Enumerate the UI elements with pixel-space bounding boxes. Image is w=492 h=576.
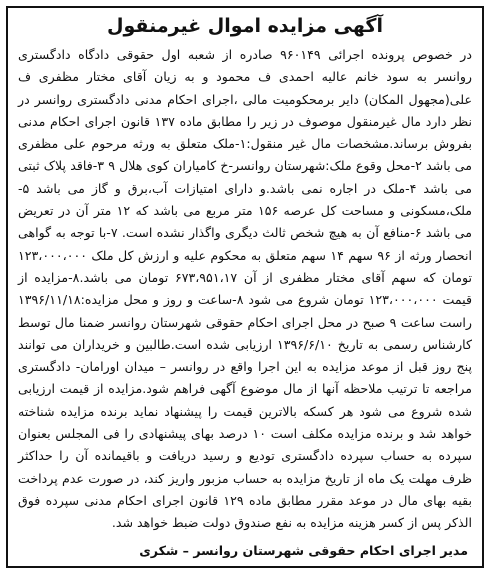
auction-notice bbox=[6, 6, 484, 568]
notice-signature: مدیر اجرای احکام حقوقی شهرستان روانسر – شکری bbox=[139, 543, 468, 558]
notice-title: آگهی مزایده اموال غیرمنقول bbox=[107, 15, 383, 37]
notice-body: در خصوص پرونده اجرائی ۹۶۰۱۴۹ صادره از شعبه اول حقوقی دادگاه دادگستری روانسر به سود خانم عالیه احمدی ف محمود و به زیان آقای مختار مظفری ف علی(مجهول المکان) دایر برمحکومیت مالی ،اجرای احکام مدنی دادگستری روانسر در نظر دارد مال غیرمنقول موصوف در زیر را مطابق ماده ۱۳۷ قانون اجرای احکام مدنی بفروش برساند.مشخصات مال غیر منقول:۱-ملک متعلق به ورثه مرحوم علی مظفری می باشد ۲-محل وقوع ملک:شهرستان روانسر-خ کامیاران کوی هلال ۹ ۳-فاقد پلاک ثبتی می باشد ۴-ملک در اجاره نمی باشد.و دارای امتیازات آب،برق و گاز می باشد ۵-ملک،مسکونی و مساحت کل عرصه ۱۵۶ متر مربع می باشد که ۱۲ متر آن در تعریض می باشد ۶-منافع آن به هیچ شخص ثالث دیگری واگذار نشده است. ۷-با توجه به گواهی انحصار ورثه از ۹۶ سهم ۱۴ سهم متعلق به محکوم علیه و ارزش کل ملک ۱۲۳،۰۰۰،۰۰۰ تومان که سهم آقای مختار مظفری از آن ۶۷۳،۹۵۱،۱۷ تومان می باشد.۸-مزایده از قیمت ۱۲۳،۰۰۰،۰۰۰ تومان شروع می شود ۸-ساعت و روز و محل مزایده:۱۳۹۶/۱۱/۱۸ راست ساعت ۹ صبح در محل اجرای احکام حقوقی شهرستان روانسر ضمنا مال توسط کارشناس رسمی به تاریخ ۱۳۹۶/۶/۱۰ ارزیابی شده است.طالبین و خریداران می توانند پنج روز قبل از موعد مزایده به این اجرا واقع در روانسر – میدان اورامان- دادگستری مراجعه تا ترتیب ملاحظه آنها از مال موضوع آگهی فراهم شود.مزایده از قیمت ارزیابی شده شروع می شود هر کسکه بالاترین قیمت را پیشنهاد نماید برنده مزایده شناخته خواهد شد و برنده مزایده مکلف است ۱۰ درصد بهای پیشنهادی را فی المجلس بعنوان سپرده به حساب سپرده دادگستری تودیع و رسید دریافت و باقیمانده آن را حداکثر ظرف مهلت یک ماه از تاریخ مزایده به حساب مزبور واریز کند، در صورت عدم پرداخت بقیه بهای مال در موعد مقرر مطابق ماده ۱۲۹ قانون اجرای احکام مدنی سپرده فوق الذکر پس از کسر هزینه مزایده به نفع صندوق دولت ضبط خواهد شد. bbox=[18, 47, 473, 531]
